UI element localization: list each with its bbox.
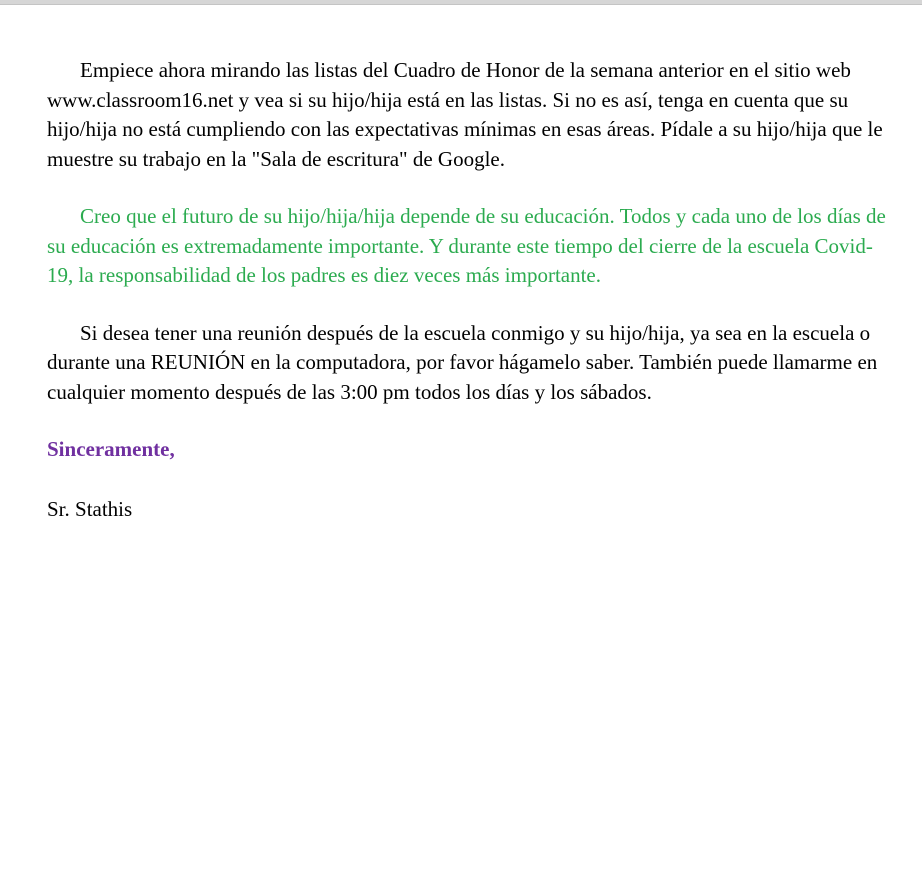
paragraph-education-importance: Creo que el futuro de su hijo/hija/hija depende de su educación. Todos y cada uno de los días de su educación es extremadamente importante. Y durante este tiempo del cierre de la escuela Covid-19, la responsabilidad de los padres es diez veces más importante. [47,204,886,287]
paragraph-honor-roll: Empiece ahora mirando las listas del Cuadro de Honor de la semana anterior en el sitio web www.classroom16.net y vea si su hijo/hija está en las listas. Si no es así, tenga en cuenta que su hijo/hija no está cumpliendo con las expectativas mínimas en esas áreas. Pídale a su hijo/hija que le muestre su trabajo en la "Sala de escritura" de Google. [47,58,883,171]
paragraph-meeting-request: Si desea tener una reunión después de la escuela conmigo y su hijo/hija, ya sea en la escuela o durante una REUNIÓN en la computadora, por favor hágamelo saber. También puede llamarme en cualquier momento después de las 3:00 pm todos los días y los sábados. [47,320,878,404]
closing-salutation: Sinceramente, [47,437,175,461]
letter-body [47,56,887,524]
signature-name: Sr. Stathis [47,496,133,521]
top-border [0,0,922,5]
